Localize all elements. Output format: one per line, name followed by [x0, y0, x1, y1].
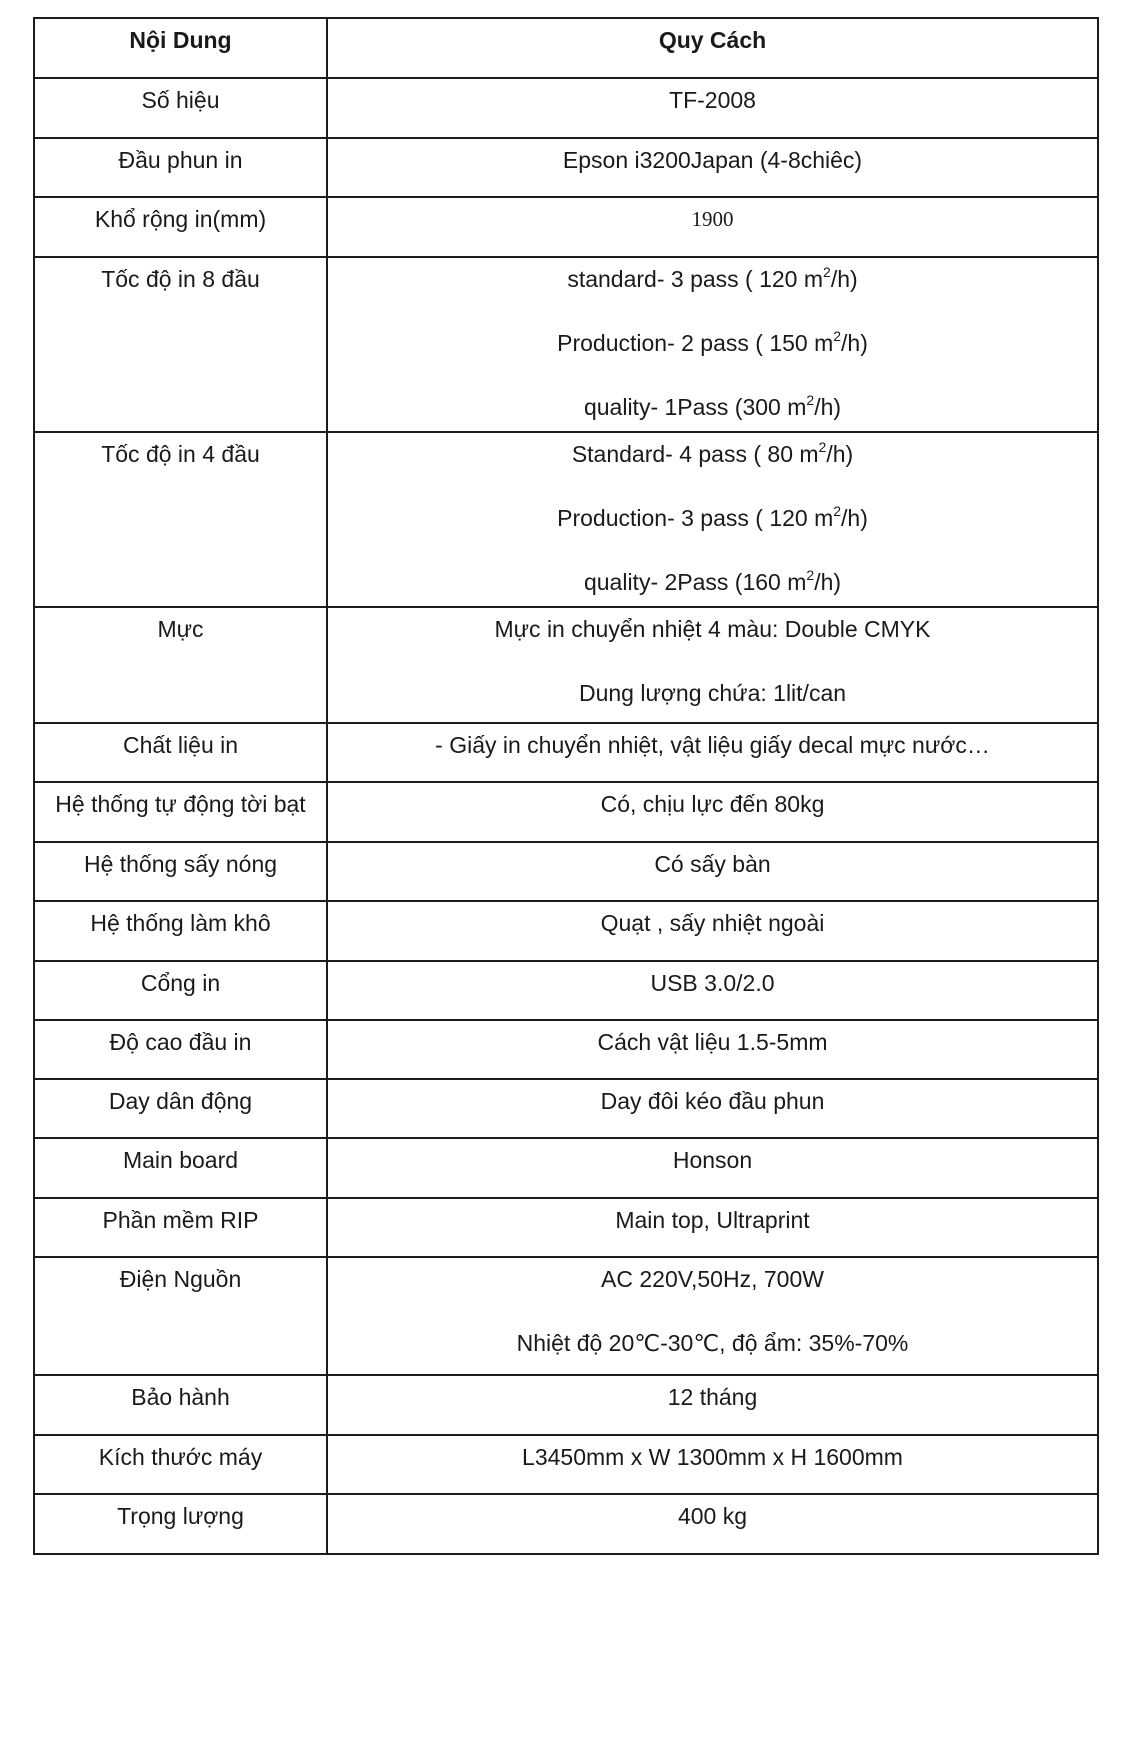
row-value — [327, 432, 1098, 607]
header-row — [34, 18, 1098, 78]
header-col-content: Nội Dung — [34, 18, 327, 78]
row-label: Cổng in — [34, 961, 327, 1020]
table-row — [34, 1020, 1098, 1079]
row-label: Mực — [34, 607, 327, 723]
row-value — [327, 257, 1098, 432]
row-label: Hệ thống làm khô — [34, 901, 327, 961]
table-row — [34, 1138, 1098, 1198]
table-row — [34, 197, 1098, 257]
row-label: Day dân động — [34, 1079, 327, 1138]
row-value — [327, 197, 1098, 257]
row-label: Hệ thống tự động tời bạt — [34, 782, 327, 842]
value-line: Có, chịu lực đến 80kg — [600, 791, 825, 817]
value-line: standard- 3 pass ( 120 $m^2/h$) — [567, 264, 858, 292]
row-label: Trọng lượng — [34, 1494, 327, 1554]
table-row — [34, 961, 1098, 1020]
row-label: Đầu phun in — [34, 138, 327, 197]
row-label: Tốc độ in 8 đầu — [34, 257, 327, 432]
row-label: Main board — [34, 1138, 327, 1198]
table-row — [34, 1198, 1098, 1257]
value-line: 12 tháng — [667, 1384, 758, 1410]
value-line: Main top, Ultraprint — [615, 1207, 810, 1233]
table-row — [34, 782, 1098, 842]
row-value — [327, 1435, 1098, 1494]
value-line: Epson i3200Japan (4-8chiêc) — [562, 147, 863, 173]
table-row — [34, 257, 1098, 432]
spec-table — [33, 17, 1099, 1555]
value-line: AC 220V,50Hz, 700W — [601, 1266, 824, 1292]
table-row — [34, 78, 1098, 138]
table-row — [34, 901, 1098, 961]
table-row — [34, 842, 1098, 901]
row-label: Chất liệu in — [34, 723, 327, 782]
value-line: Nhiệt độ 20℃-30℃, độ ẩm: 35%-70% — [516, 1330, 909, 1356]
value-line: Honson — [672, 1147, 753, 1173]
row-value — [327, 607, 1098, 723]
value-line: quality- 1Pass (300 $m^2/h$) — [583, 392, 842, 420]
table-row — [34, 138, 1098, 197]
value-line: - Giấy in chuyển nhiệt, vật liệu giấy decal mực nước… — [435, 732, 990, 758]
row-label: Phần mềm RIP — [34, 1198, 327, 1257]
table-row — [34, 607, 1098, 723]
value-line: USB 3.0/2.0 — [650, 970, 775, 996]
value-line: Cách vật liệu 1.5-5mm — [597, 1029, 828, 1055]
value-line: Day đôi kéo đầu phun — [600, 1088, 825, 1114]
row-value — [327, 782, 1098, 842]
value-line: Có sấy bàn — [654, 851, 771, 877]
table-row — [34, 1257, 1098, 1375]
row-label: Kích thước máy — [34, 1435, 327, 1494]
row-value — [327, 1257, 1098, 1375]
table-row — [34, 1079, 1098, 1138]
row-label: Hệ thống sấy nóng — [34, 842, 327, 901]
table-row — [34, 1494, 1098, 1554]
table-row — [34, 723, 1098, 782]
row-value — [327, 1020, 1098, 1079]
value-line: TF-2008 — [669, 87, 756, 113]
value-line: Quạt , sấy nhiệt ngoài — [600, 910, 825, 936]
row-value — [327, 901, 1098, 961]
table-row — [34, 1375, 1098, 1435]
value-line: L3450mm x W 1300mm x H 1600mm — [522, 1444, 903, 1470]
table-row — [34, 1435, 1098, 1494]
value-line: Mực in chuyển nhiệt 4 màu: Double CMYK — [494, 616, 931, 642]
row-label: Số hiệu — [34, 78, 327, 138]
value-line: 1900 — [691, 207, 734, 231]
row-value — [327, 78, 1098, 138]
table-row — [34, 432, 1098, 607]
value-line: 400 kg — [677, 1503, 748, 1529]
value-line: Dung lượng chứa: 1lit/can — [578, 680, 847, 706]
row-label: Khổ rộng in(mm) — [34, 197, 327, 257]
row-value — [327, 1375, 1098, 1435]
row-label: Tốc độ in 4 đầu — [34, 432, 327, 607]
row-value — [327, 138, 1098, 197]
row-value — [327, 961, 1098, 1020]
row-label: Điện Nguồn — [34, 1257, 327, 1375]
row-value — [327, 1138, 1098, 1198]
row-value — [327, 1079, 1098, 1138]
row-value — [327, 723, 1098, 782]
value-line: Standard- 4 pass ( 80 $m^2/h$) — [571, 439, 854, 467]
row-label: Độ cao đầu in — [34, 1020, 327, 1079]
value-line: quality- 2Pass (160 $m^2/h$) — [583, 567, 842, 595]
value-line: Production- 2 pass ( 150 $m^2/h$) — [557, 328, 868, 356]
row-value — [327, 1494, 1098, 1554]
value-line: Production- 3 pass ( 120 $m^2/h$) — [557, 503, 868, 531]
row-value — [327, 1198, 1098, 1257]
row-value — [327, 842, 1098, 901]
header-col-spec: Quy Cách — [327, 18, 1098, 78]
row-label: Bảo hành — [34, 1375, 327, 1435]
